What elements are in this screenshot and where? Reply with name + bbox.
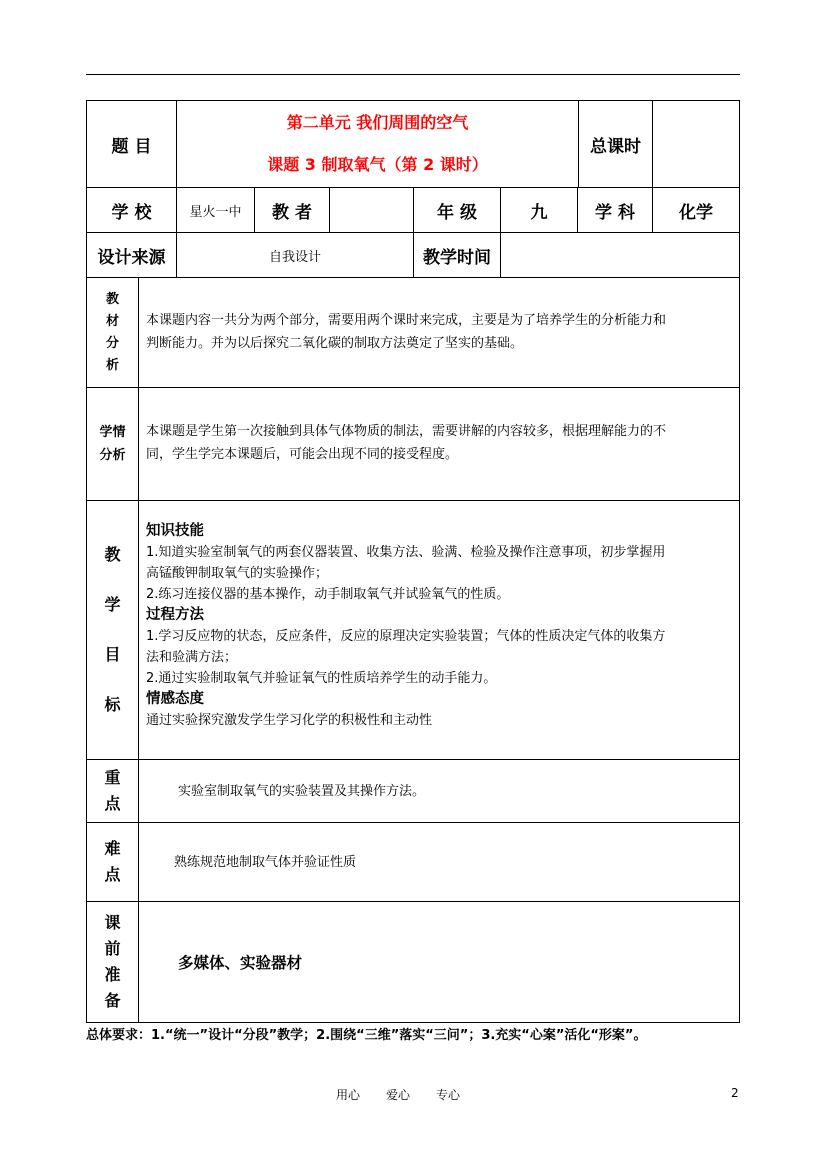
teaching-goals-label: 教 学 目 标 [104,545,121,714]
topic-label: 题 目 [111,136,152,157]
design-source-label: 设计来源 [97,247,166,268]
teaching-goals-content [146,501,738,759]
overall-requirements: 总体要求：1.“统一”设计“分段”教学；2.围绕“三维”落实“三问”；3.充实“心案”活化“形案”。 [86,1028,647,1043]
teacher-label: 教 者 [272,202,312,223]
process-line: 2.通过实验制取氧气并验证氧气的性质培养学生的动手能力。 [146,671,497,686]
emotion-line: 通过实验探究激发学生学习化学的积极性和主动性 [146,713,433,728]
process-line: 1.学习反应物的状态，反应条件，反应的原理决定实验装置；气体的性质决定气体的收集方 [146,629,666,644]
knowledge-line: 1.知道实验室制氧气的两套仪器装置、收集方法、验满、检验及操作注意事项，初步掌握用 [146,545,666,560]
footer-motto-1: 用心 [336,1088,361,1102]
student-analysis-label: 学情 分析 [99,425,126,463]
grade-label: 年 级 [437,202,477,223]
difficulty-text: 熟练规范地制取气体并验证性质 [174,854,357,870]
school-value: 星火一中 [189,204,242,220]
process-line: 法和验满方法； [146,650,238,665]
material-analysis-text: 本课题内容一共分为两个部分，需要用两个课时来完成，主要是为了培养学生的分析能力和 判断能力。并为以后探究二氧化碳的制取方法奠定了坚实的基础。 [146,313,667,351]
knowledge-heading: 知识技能 [146,523,204,539]
total-hours-value [653,101,739,187]
teacher-value [330,188,413,232]
grade-value: 九 [530,202,548,223]
subject-label: 学 科 [595,202,635,223]
teaching-time-label: 教学时间 [423,247,491,268]
design-source-value: 自我设计 [268,250,321,265]
unit-title: 第二单元 我们周围的空气 [286,113,469,132]
material-analysis-label: 教 材 分 析 [105,291,119,373]
teaching-time-value [501,233,739,277]
lesson-title: 课题 3 制取氧气（第 2 课时） [267,155,488,174]
process-heading: 过程方法 [146,607,204,623]
knowledge-line: 2.练习连接仪器的基本操作，动手制取氧气并试验氧气的性质。 [146,587,510,602]
knowledge-line: 高锰酸钾制取氧气的实验操作； [146,566,329,581]
school-label: 学 校 [111,202,152,223]
footer-motto-3: 专心 [436,1088,461,1102]
lesson-title-cell [177,101,578,187]
footer-motto-2: 爱心 [386,1088,411,1102]
student-analysis-text: 本课题是学生第一次接触到具体气体物质的制法，需要讲解的内容较多，根据理解能力的不 同，学生学完本课题后，可能会出现不同的接受程度。 [146,424,667,462]
preparation-text: 多媒体、实验器材 [178,954,303,972]
page-number: 2 [731,1086,739,1100]
emotion-heading: 情感态度 [146,691,204,707]
preparation-label: 课 前 准 备 [104,913,121,1010]
key-point-text: 实验室制取氧气的实验装置及其操作方法。 [178,783,426,799]
difficulty-label: 难 点 [104,839,121,884]
total-hours-label: 总课时 [590,136,641,157]
key-point-label: 重 点 [104,768,121,813]
subject-value: 化学 [679,202,713,223]
